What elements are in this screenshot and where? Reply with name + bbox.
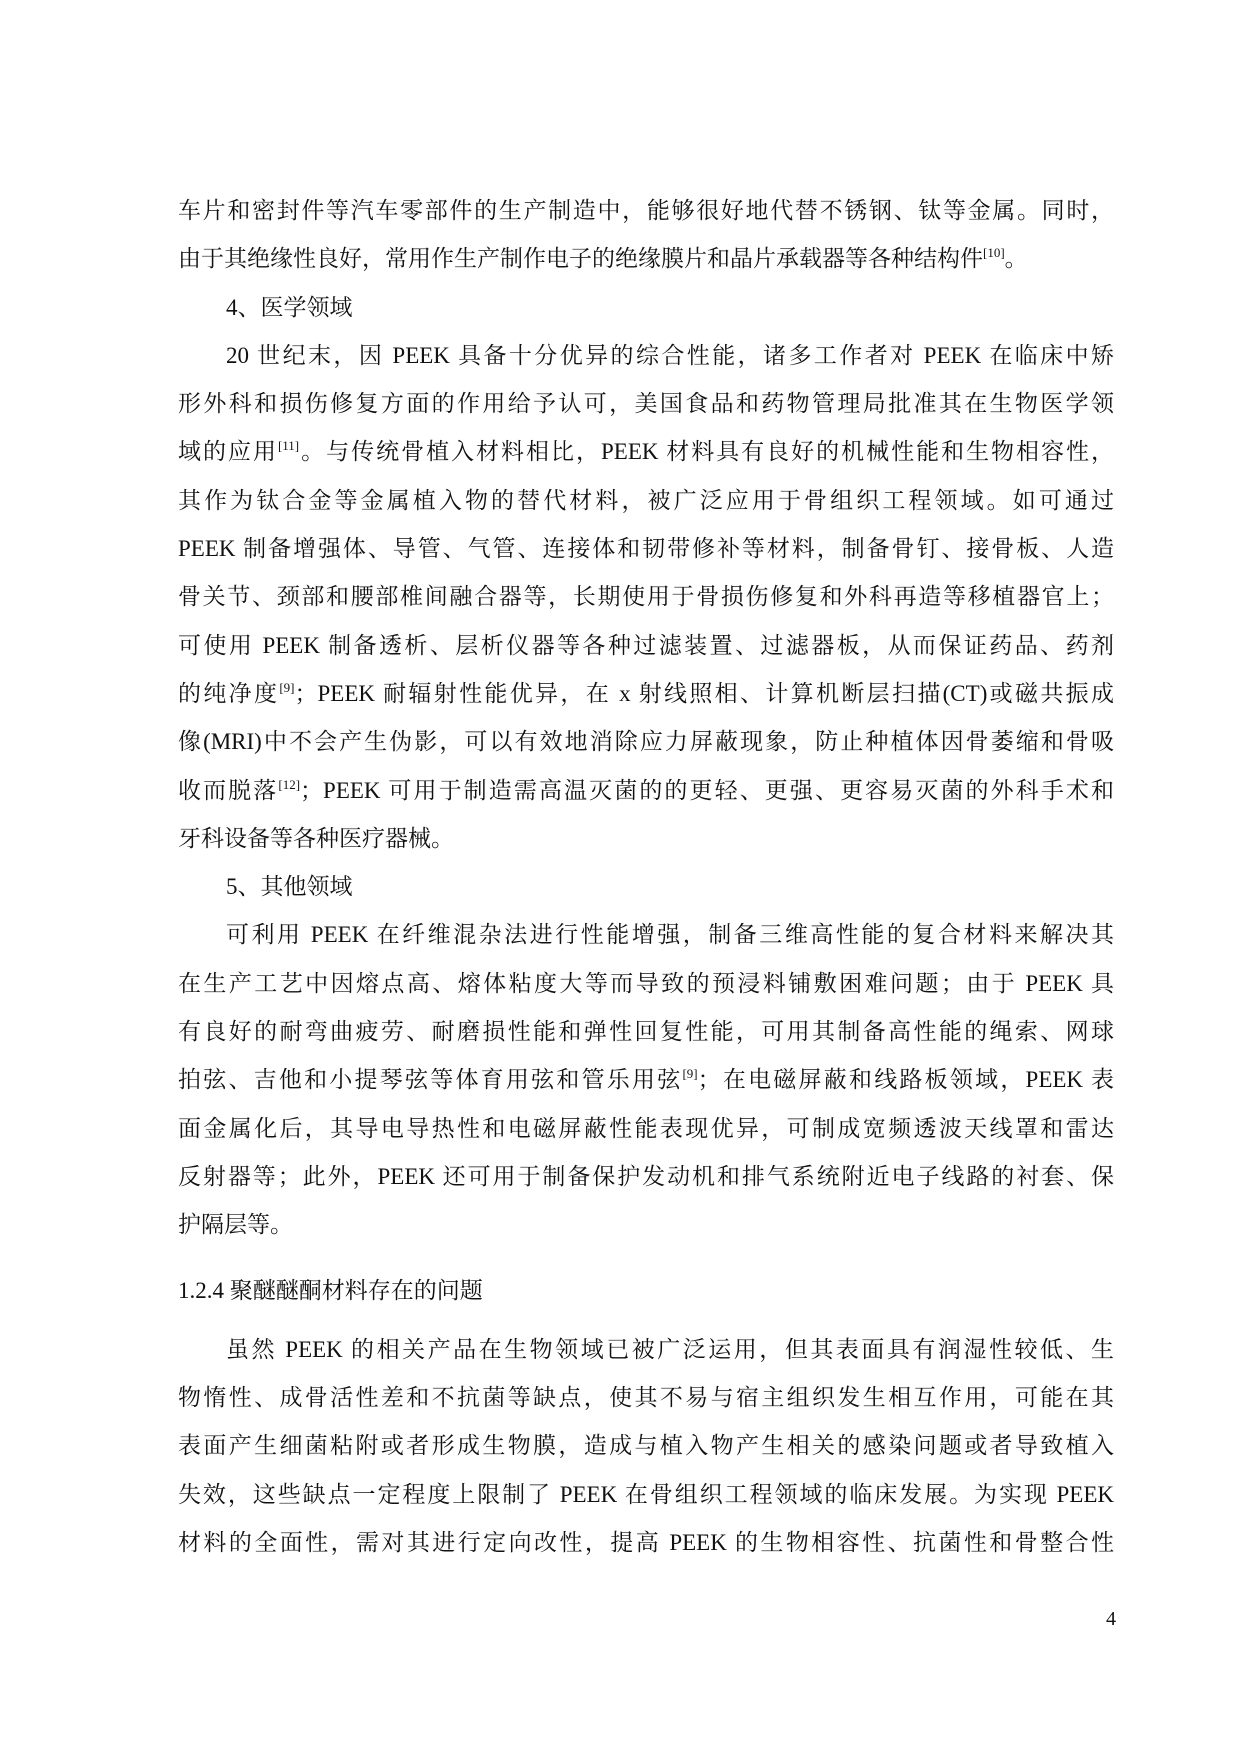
text-run: 形外科和损伤修复方面的作用给予认可，美国食品和药物管理局批准其在生物医学领 [178,391,1114,417]
text-run: 可使用 PEEK 制备透析、层析仪器等各种过滤装置、过滤器板，从而保证药品、药剂 [178,632,1114,658]
paragraph-line [178,1326,1114,1374]
text-run: 收而脱落 [178,777,279,803]
text-run: 的纯净度 [178,680,280,706]
paragraph-line [178,284,1114,332]
paragraph-line [178,1153,1114,1201]
paragraph-line [178,622,1114,670]
paragraph-line [178,1422,1114,1470]
text-run: 护隔层等。 [178,1212,293,1238]
paragraph-line [178,1374,1114,1422]
citation-ref: [12] [278,776,301,792]
text-run: 材料的全面性，需对其进行定向改性，提高 PEEK 的生物相容性、抗菌性和骨整合性 [178,1530,1114,1556]
paragraph-line [178,1471,1114,1519]
text-run: 表面产生细菌粘附或者形成生物膜，造成与植入物产生相关的感染问题或者导致植入 [178,1433,1114,1459]
paragraph-line [178,477,1114,525]
paragraph-line [178,670,1114,718]
section-heading: 1.2.4 聚醚醚酮材料存在的问题 [178,1277,483,1303]
paragraph-line [178,187,1114,235]
text-run: ；在电磁屏蔽和线路板领域，PEEK 表 [697,1067,1115,1093]
page-number: 4 [1106,1608,1116,1630]
paragraph-line [178,428,1114,476]
paragraph-line [178,235,1114,283]
text-run: 5、其他领域 [226,874,353,900]
citation-ref: [9] [682,1066,698,1082]
text-run: 反射器等；此外，PEEK 还可用于制备保护发动机和排气系统附近电子线路的衬套、保 [178,1163,1114,1189]
text-run: 。 [1004,246,1028,272]
text-run: 在生产工艺中因熔点高、熔体粘度大等而导致的预浸料铺敷困难问题；由于 PEEK 具 [178,970,1115,996]
text-run: 。与传统骨植入材料相比，PEEK 材料具有良好的机械性能和生物相容性， [299,439,1115,465]
text-run: 骨关节、颈部和腰部椎间融合器等，长期使用于骨损伤修复和外科再造等移植器官上； [178,584,1114,610]
paragraph-line [178,573,1114,621]
citation-ref: [11] [277,438,300,454]
text-run: 拍弦、吉他和小提琴弦等体育用弦和管乐用弦 [178,1067,683,1093]
text-run: PEEK 制备增强体、导管、气管、连接体和韧带修补等材料，制备骨钉、接骨板、人造 [178,536,1114,562]
text-run: ；PEEK 耐辐射性能优异，在 x 射线照相、计算机断层扫描(CT)或磁共振成 [294,680,1115,706]
paragraph-line [178,1105,1114,1153]
text-run: 牙科设备等各种医疗器械。 [178,825,454,851]
paragraph-line [178,815,1114,863]
text-run: 由于其绝缘性良好，常用作生产制作电子的绝缘膜片和晶片承载器等各种结构件 [178,246,983,272]
paragraph-line [178,1201,1114,1249]
text-run: 物惰性、成骨活性差和不抗菌等缺点，使其不易与宿主组织发生相互作用，可能在其 [178,1385,1114,1411]
paragraph-line [178,863,1114,911]
text-run: 4、医学领域 [226,294,353,320]
text-run: 虽然 PEEK 的相关产品在生物领域已被广泛运用，但其表面具有润湿性较低、生 [226,1336,1114,1362]
text-run: 像(MRI)中不会产生伪影，可以有效地消除应力屏蔽现象，防止种植体因骨萎缩和骨吸 [178,729,1114,755]
citation-ref: [9] [279,679,295,695]
text-run: 有良好的耐弯曲疲劳、耐磨损性能和弹性回复性能，可用其制备高性能的绳索、网球 [178,1019,1114,1045]
paragraph-line [178,332,1114,380]
text-run: 失效，这些缺点一定程度上限制了 PEEK 在骨组织工程领域的临床发展。为实现 PEEK [178,1481,1114,1507]
text-run: 可利用 PEEK 在纤维混杂法进行性能增强，制备三维高性能的复合材料来解决其 [226,922,1114,948]
paragraph-line [178,1519,1114,1567]
text-run: 面金属化后，其导电导热性和电磁屏蔽性能表现优异，可制成宽频透波天线罩和雷达 [178,1115,1114,1141]
paragraph-line [178,960,1114,1008]
paragraph-line [178,911,1114,959]
paragraph-line [178,718,1114,766]
paragraph-line [178,1008,1114,1056]
text-run: 其作为钛合金等金属植入物的替代材料，被广泛应用于骨组织工程领域。如可通过 [178,487,1114,513]
paragraph-line [178,767,1114,815]
paragraph-line [178,380,1114,428]
text-run: ；PEEK 可用于制造需高温灭菌的的更轻、更强、更容易灭菌的外科手术和 [300,777,1115,803]
paragraph-line [178,525,1114,573]
text-run: 车片和密封件等汽车零部件的生产制造中，能够很好地代替不锈钢、钛等金属。同时， [178,198,1114,223]
citation-ref: [10] [983,245,1005,261]
paragraph-line [178,1056,1114,1104]
text-run: 域的应用 [178,439,278,465]
text-run: 20 世纪末，因 PEEK 具备十分优异的综合性能，诸多工作者对 PEEK 在临床中矫 [226,342,1114,368]
document-body [178,187,1114,1567]
